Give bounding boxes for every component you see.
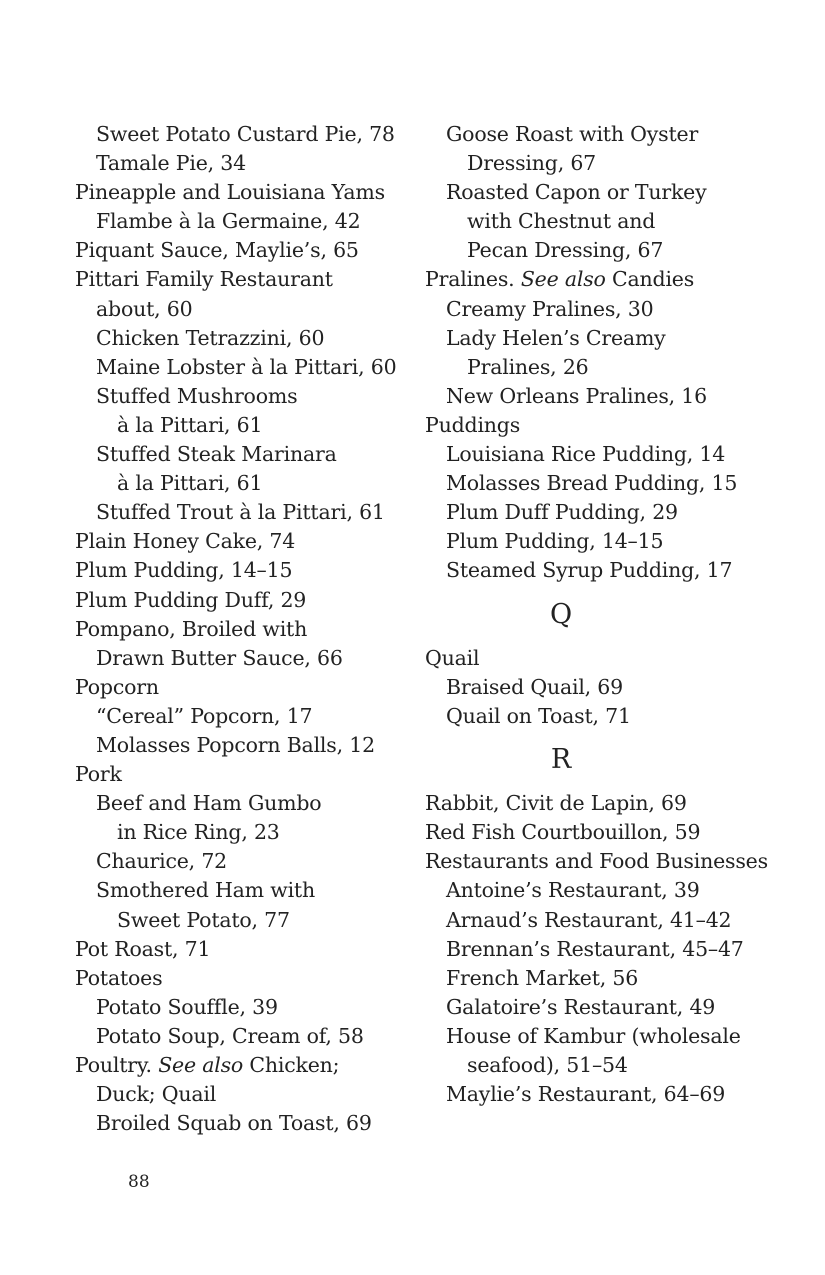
index-subentry: Smothered Ham with xyxy=(96,878,315,903)
index-subentry: Roasted Capon or Turkey xyxy=(446,180,707,205)
index-entry: Quail xyxy=(425,645,480,670)
index-entry: Pompano, Broiled with xyxy=(75,616,308,641)
index-subentry: Plum Duff Pudding, 29 xyxy=(446,500,678,525)
see-also-label: See also xyxy=(158,1053,244,1077)
index-subentry: Lady Helen’s Creamy xyxy=(446,325,666,350)
index-subentry: Duck; Quail xyxy=(96,1082,217,1107)
index-entry: Piquant Sauce, Maylie’s, 65 xyxy=(75,238,359,263)
index-subentry: Stuffed Mushrooms xyxy=(96,383,298,408)
index-entry: Pork xyxy=(75,762,122,787)
index-subentry: Beef and Ham Gumbo xyxy=(96,791,322,816)
index-section-letter: Q xyxy=(550,598,572,630)
index-subentry: House of Kambur (wholesale xyxy=(446,1023,741,1048)
index-entry: Plum Pudding Duff, 29 xyxy=(75,587,307,612)
index-entry: Rabbit, Civit de Lapin, 69 xyxy=(425,791,687,816)
index-column-left xyxy=(75,120,455,1138)
index-subentry: Chicken Tetrazzini, 60 xyxy=(96,325,325,350)
page-number: 88 xyxy=(128,1172,150,1192)
index-subentry: Molasses Popcorn Balls, 12 xyxy=(96,732,375,757)
index-continuation: in Rice Ring, 23 xyxy=(117,820,280,845)
index-column-right xyxy=(425,120,805,1109)
index-subentry: Potato Souffle, 39 xyxy=(96,994,278,1019)
index-subentry: Sweet Potato Custard Pie, 78 xyxy=(96,122,395,146)
index-entry: Plain Honey Cake, 74 xyxy=(75,529,296,554)
index-subentry: New Orleans Pralines, 16 xyxy=(446,383,707,408)
index-subentry: Goose Roast with Oyster xyxy=(446,122,699,146)
index-entry xyxy=(75,1051,455,1080)
index-subentry: Maylie’s Restaurant, 64–69 xyxy=(446,1082,726,1107)
index-subentry: French Market, 56 xyxy=(446,965,639,990)
index-entry: Red Fish Courtbouillon, 59 xyxy=(425,820,701,845)
index-subentry: Maine Lobster à la Pittari, 60 xyxy=(96,354,397,379)
index-entry xyxy=(425,265,805,294)
see-also-target: Chicken; xyxy=(243,1053,340,1077)
index-continuation: seafood), 51–54 xyxy=(467,1053,628,1077)
index-subentry: about, 60 xyxy=(96,296,193,321)
index-continuation: with Chestnut and xyxy=(467,209,656,234)
index-subentry: Stuffed Trout à la Pittari, 61 xyxy=(96,500,385,525)
index-entry: Pineapple and Louisiana Yams xyxy=(75,180,385,205)
index-subentry: Braised Quail, 69 xyxy=(446,674,623,699)
index-subentry: Chaurice, 72 xyxy=(96,849,228,874)
index-entry: Potatoes xyxy=(75,965,163,990)
index-subentry: Galatoire’s Restaurant, 49 xyxy=(446,994,716,1019)
see-also-label: See also xyxy=(520,267,606,292)
index-entry: Pot Roast, 71 xyxy=(75,936,211,961)
index-subentry: Arnaud’s Restaurant, 41–42 xyxy=(446,907,732,932)
index-entry: Pittari Family Restaurant xyxy=(75,267,333,292)
index-subentry: Molasses Bread Pudding, 15 xyxy=(446,471,738,496)
index-subentry: “Cereal” Popcorn, 17 xyxy=(96,703,313,728)
index-subentry: Drawn Butter Sauce, 66 xyxy=(96,645,343,670)
index-continuation: Dressing, 67 xyxy=(467,151,597,176)
index-subentry: Antoine’s Restaurant, 39 xyxy=(446,878,700,903)
index-section-letter: R xyxy=(550,743,572,775)
index-subentry: Brennan’s Restaurant, 45–47 xyxy=(446,936,744,961)
index-continuation: Pralines, 26 xyxy=(467,354,589,379)
index-subentry: Stuffed Steak Marinara xyxy=(96,442,337,467)
index-subentry: Plum Pudding, 14–15 xyxy=(446,529,664,554)
index-continuation: à la Pittari, 61 xyxy=(117,412,263,437)
index-subentry: Potato Soup, Cream of, 58 xyxy=(96,1023,364,1048)
entry-text: Pralines. xyxy=(425,267,521,292)
index-entry: Puddings xyxy=(425,412,521,437)
index-continuation: Pecan Dressing, 67 xyxy=(467,238,664,263)
index-entry: Restaurants and Food Businesses xyxy=(425,849,768,874)
index-subentry: Louisiana Rice Pudding, 14 xyxy=(446,442,726,467)
see-also-target: Candies xyxy=(605,267,695,292)
index-subentry: Tamale Pie, 34 xyxy=(96,151,246,176)
index-subentry: Quail on Toast, 71 xyxy=(446,703,631,728)
index-entry: Plum Pudding, 14–15 xyxy=(75,558,293,583)
index-continuation: à la Pittari, 61 xyxy=(117,471,263,496)
index-entry: Popcorn xyxy=(75,674,159,699)
entry-text: Poultry. xyxy=(75,1053,159,1077)
index-subentry: Flambe à la Germaine, 42 xyxy=(96,209,361,234)
index-subentry: Creamy Pralines, 30 xyxy=(446,296,654,321)
index-subentry: Steamed Syrup Pudding, 17 xyxy=(446,558,733,583)
index-continuation: Sweet Potato, 77 xyxy=(117,907,290,932)
index-subentry: Broiled Squab on Toast, 69 xyxy=(96,1111,372,1136)
